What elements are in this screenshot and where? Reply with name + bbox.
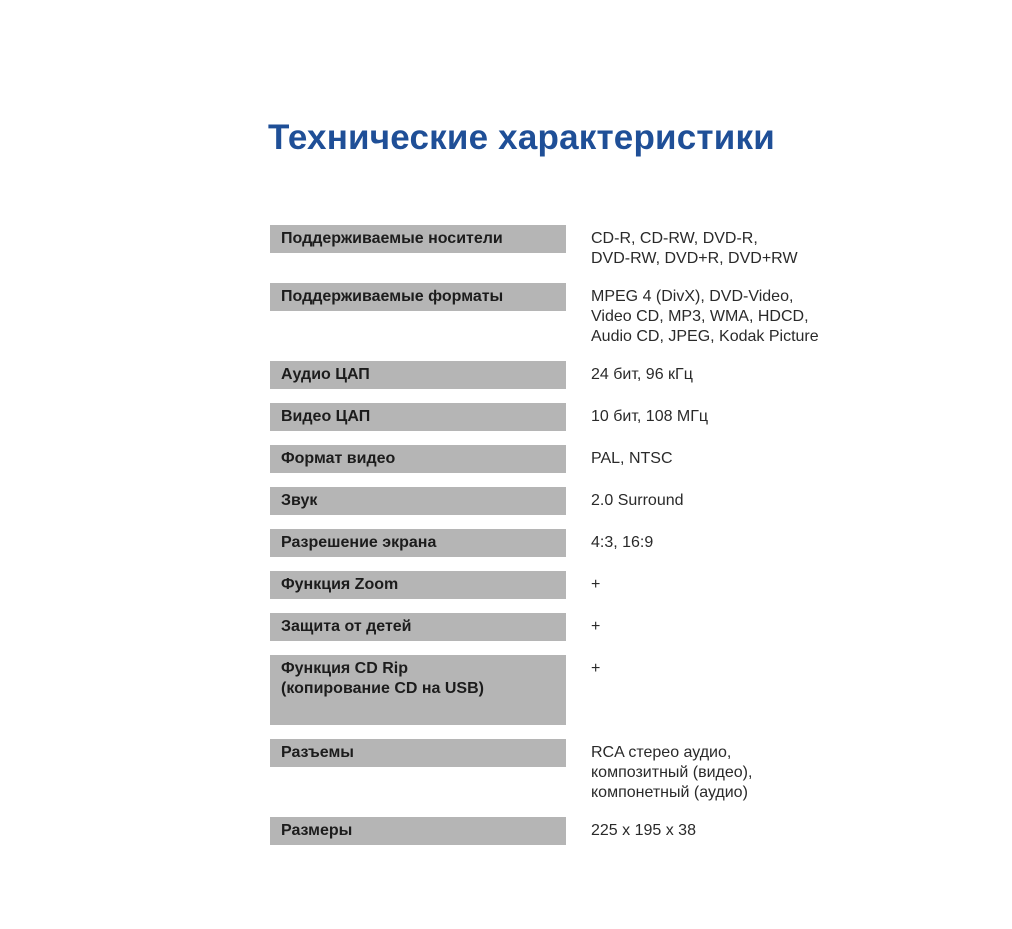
spec-name: Разрешение экрана: [270, 529, 566, 557]
spec-table: [270, 225, 870, 859]
spec-name: Размеры: [270, 817, 566, 845]
spec-row-supported-formats: [270, 283, 870, 347]
spec-value: PAL, NTSC: [591, 450, 673, 467]
spec-value: RCA стерео аудио, композитный (видео), компонетный (аудио): [591, 744, 753, 801]
spec-value: CD-R, CD-RW, DVD-R, DVD-RW, DVD+R, DVD+RW: [591, 230, 798, 267]
spec-row-video-format: [270, 445, 870, 473]
spec-value: +: [591, 660, 601, 677]
spec-row-dimensions: [270, 817, 870, 845]
spec-name: Видео ЦАП: [270, 403, 566, 431]
spec-row-sound: [270, 487, 870, 515]
spec-value: 24 бит, 96 кГц: [591, 366, 693, 383]
spec-name: Звук: [270, 487, 566, 515]
spec-value: 2.0 Surround: [591, 492, 684, 509]
spec-value: +: [591, 618, 601, 635]
spec-value: +: [591, 576, 601, 593]
spec-row-screen-resolution: [270, 529, 870, 557]
spec-row-supported-media: [270, 225, 870, 269]
spec-row-zoom: [270, 571, 870, 599]
spec-name: Функция Zoom: [270, 571, 566, 599]
spec-row-audio-dac: [270, 361, 870, 389]
spec-row-child-lock: [270, 613, 870, 641]
page-title: Технические характеристики: [268, 118, 775, 157]
spec-row-cd-rip: [270, 655, 870, 725]
spec-name: Защита от детей: [270, 613, 566, 641]
spec-name: Формат видео: [270, 445, 566, 473]
spec-value: MPEG 4 (DivX), DVD-Video, Video CD, MP3, WMA, HDCD, Audio CD, JPEG, Kodak Picture: [591, 288, 819, 345]
spec-name: Функция CD Rip (копирование CD на USB): [270, 655, 566, 725]
spec-name: Аудио ЦАП: [270, 361, 566, 389]
spec-value: 4:3, 16:9: [591, 534, 654, 551]
spec-name: Поддерживаемые носители: [270, 225, 566, 253]
spec-row-connectors: [270, 739, 870, 803]
spec-row-video-dac: [270, 403, 870, 431]
spec-value: 10 бит, 108 МГц: [591, 408, 709, 425]
spec-value: 225 х 195 х 38: [591, 822, 696, 839]
spec-name: Поддерживаемые форматы: [270, 283, 566, 311]
spec-name: Разъемы: [270, 739, 566, 767]
